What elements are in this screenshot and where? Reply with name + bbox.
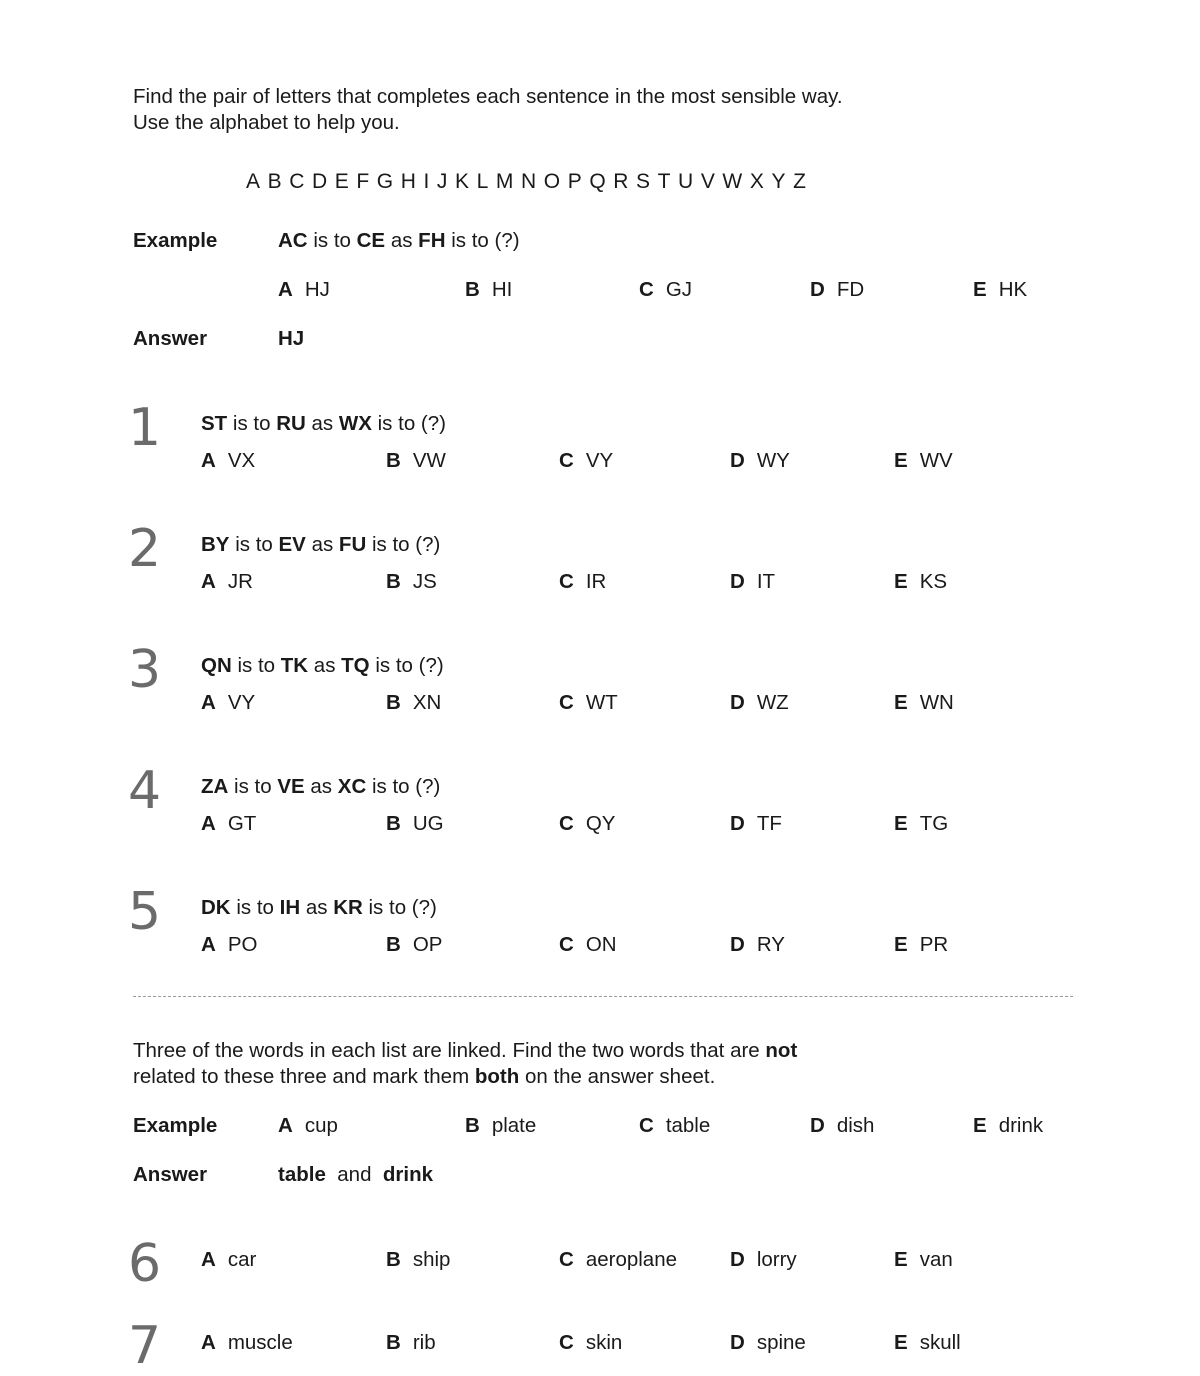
option-text: TG	[919, 812, 949, 835]
example-label: Example	[133, 1114, 218, 1137]
alphabet-letter: Q	[589, 170, 606, 193]
connector: is to (?)	[371, 533, 441, 556]
pair: DK	[201, 896, 231, 919]
alphabet-letter: L	[476, 170, 489, 193]
alphabet-letter: U	[678, 170, 694, 193]
question-text	[201, 896, 437, 920]
pair: ZA	[201, 775, 229, 798]
option-text: HI	[491, 278, 513, 301]
example-option	[810, 278, 864, 302]
option-text: WV	[919, 449, 953, 472]
connector: is to	[236, 896, 274, 919]
option-c[interactable]	[559, 812, 615, 836]
example-option	[639, 278, 692, 302]
connector: is to (?)	[375, 654, 444, 677]
option-d[interactable]	[730, 570, 775, 594]
example-option	[278, 1114, 338, 1138]
option-b[interactable]	[386, 570, 437, 594]
option-letter: B	[465, 1114, 480, 1137]
option-text: RY	[756, 933, 785, 956]
answer-label: Answer	[133, 1163, 208, 1186]
question-number: 1	[128, 398, 162, 458]
instruction-emphasis: not	[765, 1039, 798, 1062]
option-text: plate	[491, 1114, 537, 1137]
alphabet-letter: N	[521, 170, 537, 193]
answer-label: Answer	[133, 327, 208, 350]
option-letter: E	[973, 278, 987, 301]
pair: TQ	[341, 654, 370, 677]
pair: VE	[277, 775, 305, 798]
pair: ST	[201, 412, 228, 435]
answer-value: HJ	[278, 327, 305, 350]
connector: is to	[235, 533, 273, 556]
option-letter: D	[810, 278, 825, 301]
option-text: VY	[227, 691, 256, 714]
option-text: VX	[227, 449, 256, 472]
option-letter: D	[730, 1331, 745, 1354]
question-text	[201, 654, 444, 678]
alphabet-letter: E	[334, 170, 349, 193]
option-letter: E	[894, 570, 908, 593]
option-letter: E	[894, 933, 908, 956]
connector: as	[311, 412, 334, 435]
connector: is to (?)	[371, 775, 441, 798]
option-letter: C	[559, 449, 574, 472]
option-letter: A	[201, 691, 216, 714]
option-c[interactable]	[559, 449, 613, 473]
option-e[interactable]	[894, 691, 954, 715]
question-text	[201, 775, 440, 799]
alphabet-letter: S	[636, 170, 651, 193]
example-option	[973, 278, 1027, 302]
option-c[interactable]	[559, 1248, 677, 1272]
option-text: HJ	[304, 278, 330, 301]
connector: is to	[234, 775, 272, 798]
connector: is to (?)	[377, 412, 446, 435]
option-b[interactable]	[386, 691, 441, 715]
option-b[interactable]	[386, 449, 446, 473]
option-b[interactable]	[386, 1331, 436, 1355]
pair: WX	[338, 412, 372, 435]
answer-word: drink	[382, 1163, 434, 1186]
option-letter: E	[894, 691, 908, 714]
option-letter: B	[386, 691, 401, 714]
option-text: drink	[998, 1114, 1044, 1137]
option-text: WZ	[756, 691, 789, 714]
example-option	[973, 1114, 1043, 1138]
option-text: TF	[756, 812, 782, 835]
example-label: Example	[133, 229, 218, 252]
alphabet-letter: C	[289, 170, 305, 193]
alphabet-letter: B	[267, 170, 282, 193]
option-text: JR	[227, 570, 253, 593]
option-b[interactable]	[386, 933, 442, 957]
option-text: PR	[919, 933, 949, 956]
option-a[interactable]	[201, 691, 255, 715]
connector: as	[390, 229, 413, 252]
option-c[interactable]	[559, 933, 617, 957]
option-d[interactable]	[730, 933, 785, 957]
option-c[interactable]	[559, 1331, 622, 1355]
alphabet-letter: P	[567, 170, 582, 193]
instruction-line: Find the pair of letters that completes each sentence in the most sensible way.	[133, 85, 843, 108]
instruction-line	[133, 1038, 797, 1064]
alphabet-letter: D	[311, 170, 328, 193]
pair: AC	[278, 229, 308, 252]
option-letter: D	[730, 812, 745, 835]
pair: CE	[356, 229, 386, 252]
option-d[interactable]	[730, 691, 789, 715]
instruction-line: Use the alphabet to help you.	[133, 111, 400, 134]
option-letter: E	[894, 812, 908, 835]
option-text: lorry	[756, 1248, 797, 1271]
option-d[interactable]	[730, 449, 790, 473]
option-e[interactable]	[894, 570, 947, 594]
alphabet-letter: K	[455, 170, 470, 193]
option-letter: A	[278, 278, 293, 301]
answer-value	[278, 1163, 433, 1187]
option-d[interactable]	[730, 1248, 797, 1272]
instruction-text: on the answer sheet.	[519, 1065, 716, 1088]
option-letter: D	[730, 691, 745, 714]
connector: is to	[237, 654, 276, 677]
section1-instructions	[133, 84, 843, 136]
pair: FH	[418, 229, 446, 252]
option-letter: D	[730, 933, 745, 956]
option-text: skin	[585, 1331, 623, 1354]
alphabet-letter: V	[700, 170, 715, 193]
alphabet-letter: F	[356, 170, 370, 193]
option-c[interactable]	[559, 691, 618, 715]
option-a[interactable]	[201, 812, 256, 836]
option-letter: A	[201, 449, 216, 472]
pair: IH	[279, 896, 301, 919]
option-text: QY	[585, 812, 616, 835]
alphabet-letter: Y	[771, 170, 786, 193]
option-b[interactable]	[386, 812, 444, 836]
section2-instructions	[133, 1038, 797, 1090]
option-letter: E	[894, 449, 908, 472]
option-text: car	[227, 1248, 257, 1271]
example-option	[465, 1114, 536, 1138]
alphabet-letter: Z	[793, 170, 806, 193]
option-text: KS	[919, 570, 948, 593]
example-option	[810, 1114, 874, 1138]
connector: is to	[313, 229, 351, 252]
option-letter: B	[386, 933, 401, 956]
pair: RU	[276, 412, 306, 435]
question-number: 4	[128, 761, 162, 821]
option-a[interactable]	[201, 449, 255, 473]
option-c[interactable]	[559, 570, 606, 594]
alphabet-row	[246, 170, 813, 194]
option-a[interactable]	[201, 933, 257, 957]
option-text: cup	[304, 1114, 338, 1137]
example-question	[278, 229, 520, 253]
question-text	[201, 412, 446, 436]
option-e[interactable]	[894, 933, 948, 957]
option-letter: C	[559, 1248, 574, 1271]
option-letter: A	[201, 1331, 216, 1354]
connector: is to (?)	[368, 896, 437, 919]
pair: XC	[337, 775, 367, 798]
example-option	[639, 1114, 710, 1138]
option-text: WN	[919, 691, 954, 714]
option-letter: E	[894, 1248, 908, 1271]
option-text: table	[665, 1114, 711, 1137]
alphabet-letter: I	[423, 170, 430, 193]
alphabet-letter: A	[246, 170, 261, 193]
option-text: dish	[836, 1114, 875, 1137]
option-text: GT	[227, 812, 257, 835]
option-letter: C	[639, 1114, 654, 1137]
option-text: VW	[412, 449, 446, 472]
option-e[interactable]	[894, 812, 948, 836]
pair: QN	[201, 654, 232, 677]
alphabet-letter: H	[400, 170, 416, 193]
alphabet-letter: R	[613, 170, 629, 193]
alphabet-letter: M	[495, 170, 514, 193]
option-text: WY	[756, 449, 790, 472]
answer-word: table	[278, 1163, 326, 1186]
option-text: muscle	[227, 1331, 293, 1354]
option-text: aeroplane	[585, 1248, 678, 1271]
question-number: 7	[128, 1316, 162, 1376]
connector: is to	[232, 412, 271, 435]
alphabet-letter: X	[749, 170, 764, 193]
option-a[interactable]	[201, 570, 253, 594]
option-text: IT	[756, 570, 776, 593]
option-text: GJ	[665, 278, 693, 301]
option-text: skull	[919, 1331, 961, 1354]
option-text: van	[919, 1248, 953, 1271]
option-letter: C	[559, 933, 574, 956]
connector: as	[311, 533, 334, 556]
option-letter: B	[465, 278, 480, 301]
alphabet-letter: J	[436, 170, 448, 193]
option-letter: D	[730, 449, 745, 472]
question-number: 2	[128, 519, 162, 579]
option-text: WT	[585, 691, 618, 714]
option-letter: B	[386, 449, 401, 472]
option-e[interactable]	[894, 1248, 953, 1272]
option-text: OP	[412, 933, 443, 956]
instruction-text: Three of the words in each list are linked. Find the two words that are	[133, 1039, 766, 1062]
option-text: JS	[412, 570, 437, 593]
connector: is to (?)	[451, 229, 520, 252]
answer-connector: and	[337, 1163, 372, 1186]
option-d[interactable]	[730, 1331, 806, 1355]
option-text: HK	[998, 278, 1028, 301]
instruction-text: related to these three and mark them	[133, 1065, 475, 1088]
option-d[interactable]	[730, 812, 782, 836]
example-option	[278, 278, 330, 302]
option-a[interactable]	[201, 1331, 293, 1355]
question-text	[201, 533, 440, 557]
option-e[interactable]	[894, 1331, 961, 1355]
option-letter: C	[559, 1331, 574, 1354]
option-letter: B	[386, 570, 401, 593]
option-text: spine	[756, 1331, 806, 1354]
alphabet-letter: T	[657, 170, 671, 193]
connector: as	[305, 896, 328, 919]
instruction-line	[133, 1064, 797, 1090]
option-letter: B	[386, 812, 401, 835]
connector: as	[310, 775, 333, 798]
option-letter: C	[559, 570, 574, 593]
option-letter: D	[730, 570, 745, 593]
connector: as	[313, 654, 336, 677]
pair: KR	[333, 896, 363, 919]
pair: FU	[338, 533, 367, 556]
option-letter: E	[973, 1114, 987, 1137]
option-letter: E	[894, 1331, 908, 1354]
question-number: 5	[128, 882, 162, 942]
section-divider	[133, 996, 1073, 997]
instruction-emphasis: both	[474, 1065, 520, 1088]
option-text: FD	[836, 278, 865, 301]
option-e[interactable]	[894, 449, 953, 473]
option-letter: A	[201, 570, 216, 593]
option-text: XN	[412, 691, 442, 714]
alphabet-letter: G	[376, 170, 394, 193]
option-text: rib	[412, 1331, 436, 1354]
pair: BY	[201, 533, 230, 556]
option-text: VY	[585, 449, 614, 472]
option-letter: C	[559, 812, 574, 835]
pair: EV	[278, 533, 306, 556]
option-text: IR	[585, 570, 607, 593]
option-letter: B	[386, 1248, 401, 1271]
option-text: ON	[585, 933, 617, 956]
example-option	[465, 278, 512, 302]
option-letter: A	[278, 1114, 293, 1137]
alphabet-letter: W	[722, 170, 743, 193]
option-text: PO	[227, 933, 258, 956]
option-letter: C	[639, 278, 654, 301]
question-number: 3	[128, 640, 162, 700]
option-letter: B	[386, 1331, 401, 1354]
option-letter: C	[559, 691, 574, 714]
option-text: UG	[412, 812, 444, 835]
option-letter: A	[201, 933, 216, 956]
option-letter: D	[730, 1248, 745, 1271]
option-letter: A	[201, 1248, 216, 1271]
alphabet-letter: O	[543, 170, 561, 193]
option-text: ship	[412, 1248, 451, 1271]
option-letter: D	[810, 1114, 825, 1137]
question-number: 6	[128, 1234, 162, 1294]
option-letter: A	[201, 812, 216, 835]
pair: TK	[280, 654, 309, 677]
option-b[interactable]	[386, 1248, 450, 1272]
option-a[interactable]	[201, 1248, 256, 1272]
